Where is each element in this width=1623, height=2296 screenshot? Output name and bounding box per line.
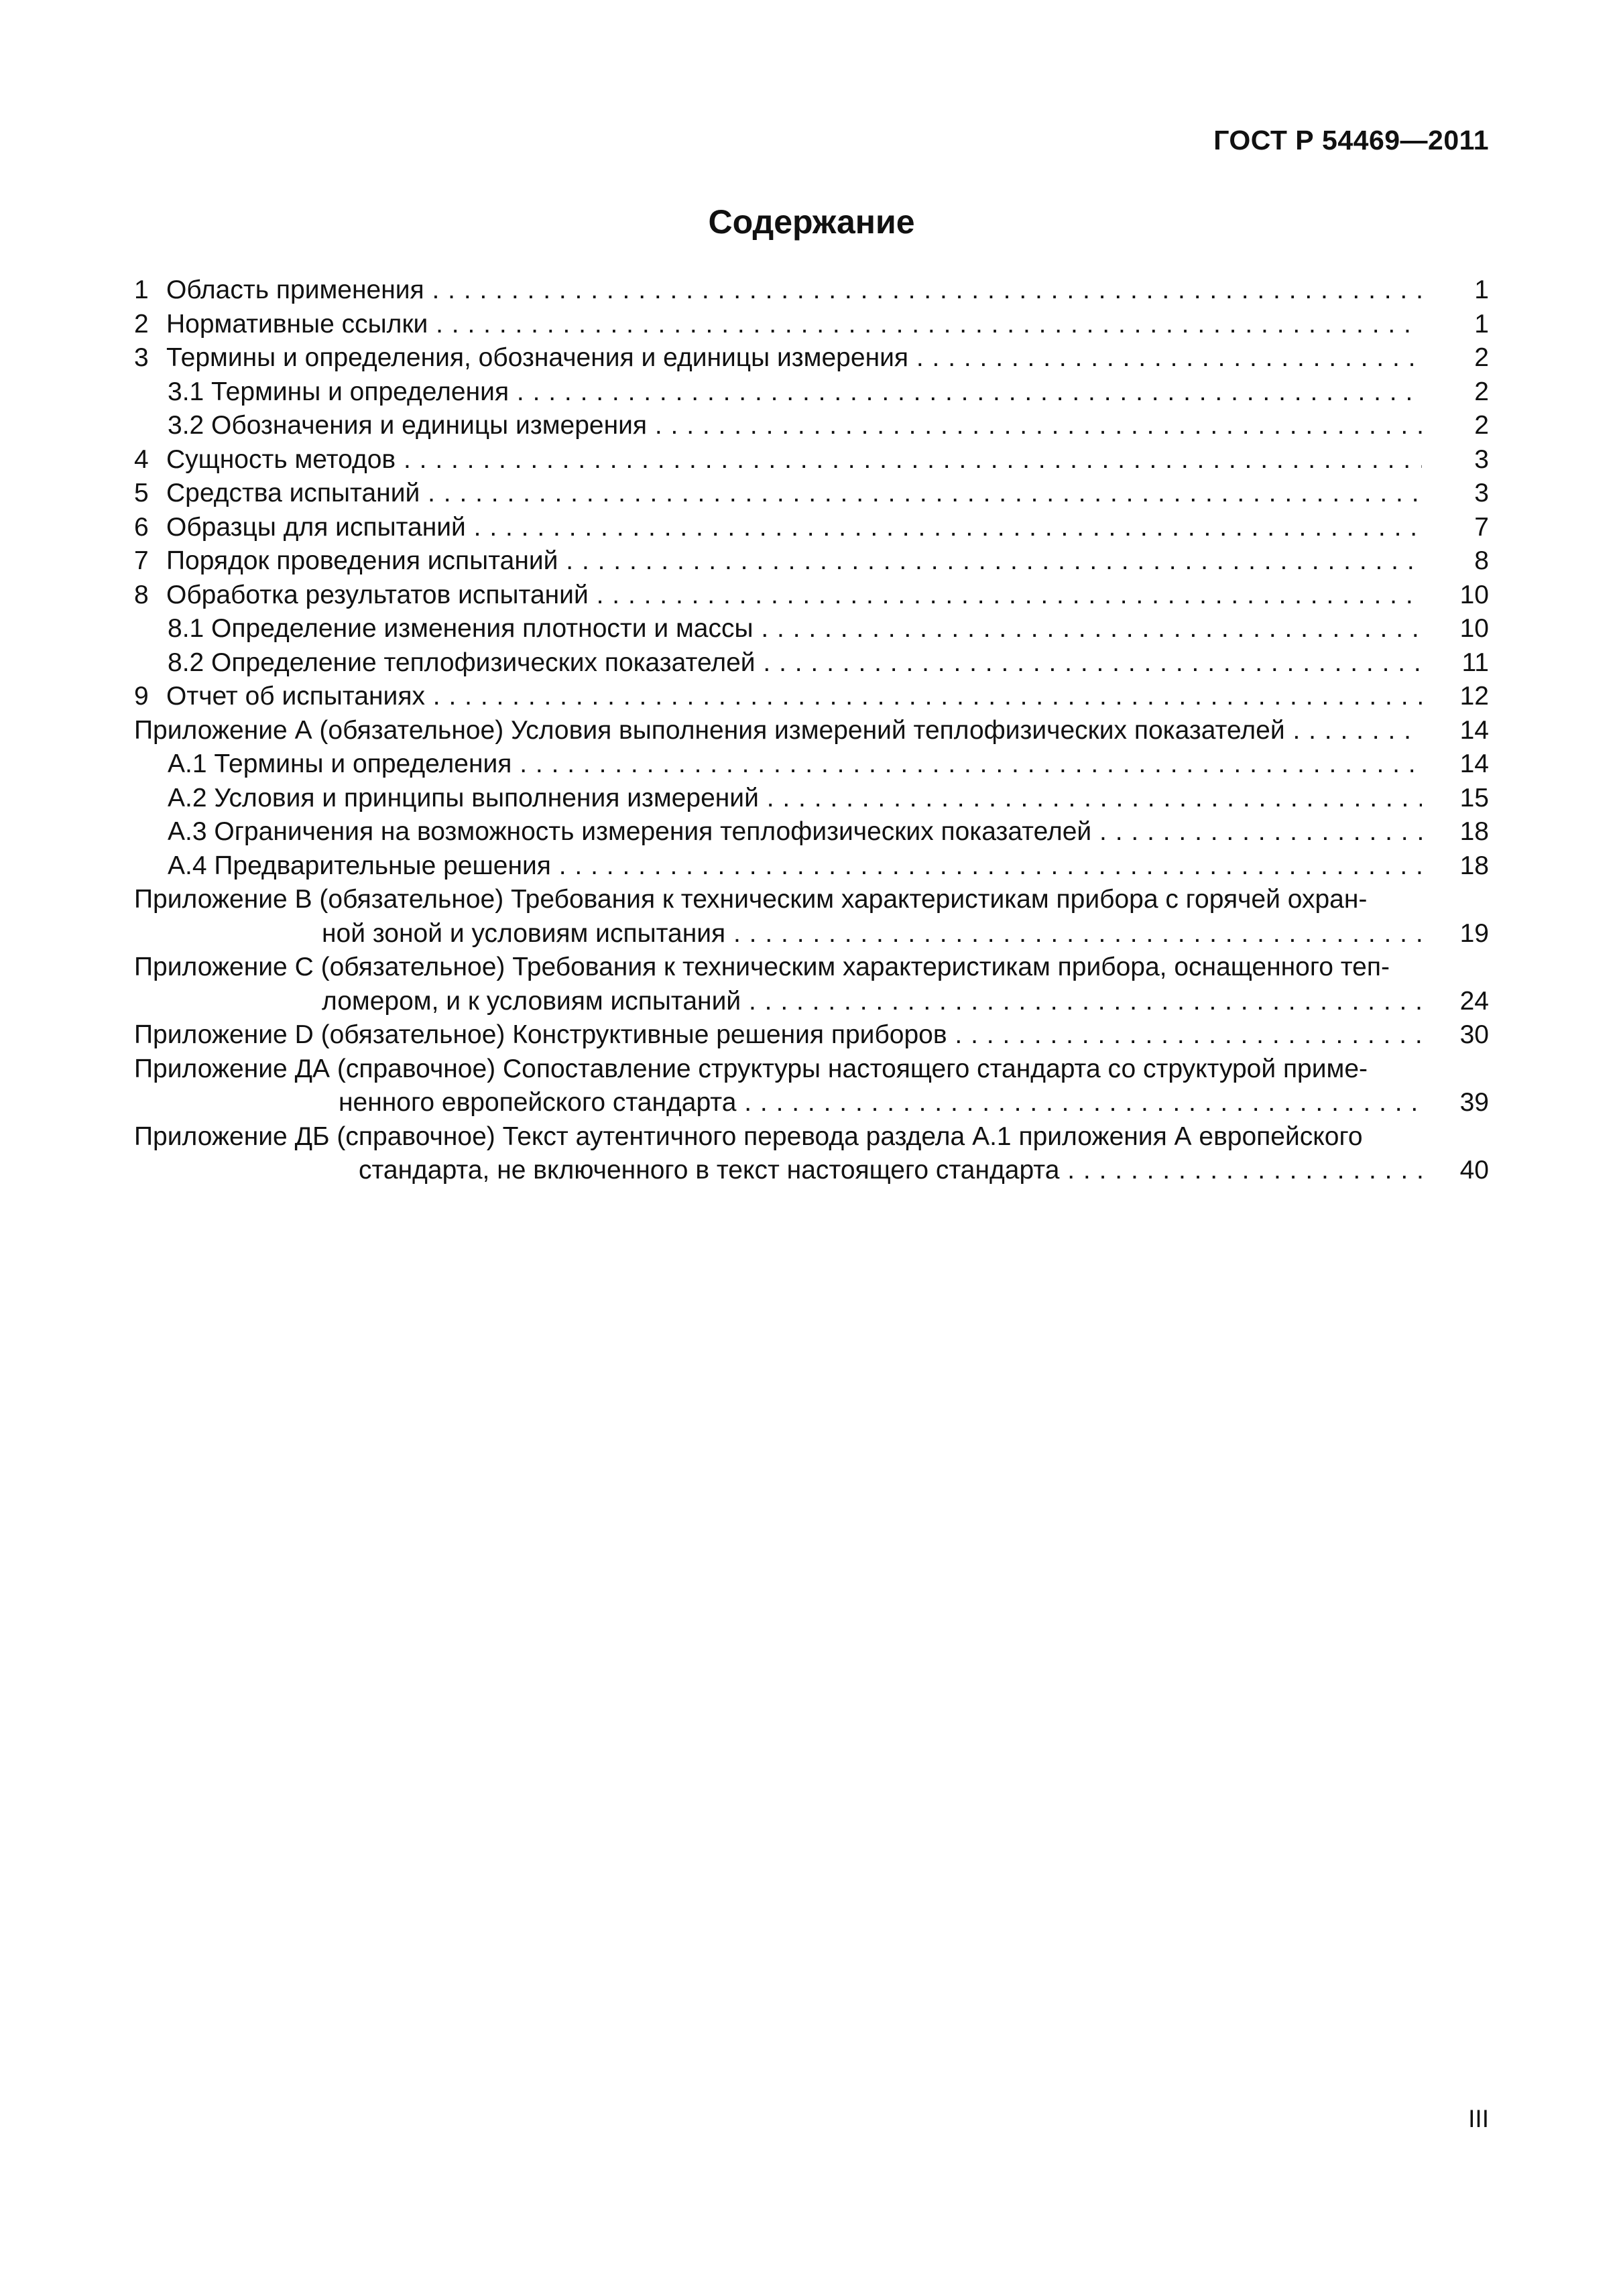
toc-entry-number: 1 [134, 276, 149, 304]
toc-entry-title: Приложение ДБ (справочное) Текст аутентичного перевода раздела А.1 приложения А европейского [134, 1122, 1363, 1151]
document-standard-number: ГОСТ Р 54469—2011 [1213, 125, 1489, 156]
toc-entry-number: 7 [134, 546, 149, 575]
toc-entry-page: 30 [1459, 1020, 1489, 1049]
toc-entry-appendix-a[interactable] [134, 714, 1489, 748]
toc-entry-appendix-da[interactable] [134, 1052, 1489, 1120]
toc-entry-page: 1 [1474, 309, 1489, 339]
toc-entry-appendix-c[interactable] [134, 951, 1489, 1018]
toc-entry-page: 18 [1459, 851, 1489, 880]
toc-entry-page: 12 [1459, 682, 1489, 711]
toc-entry-title: Приложение В (обязательное) Требования к техническим характеристикам прибора с горячей охран- [134, 885, 1368, 914]
toc-entry[interactable] [134, 680, 1489, 714]
toc-entry[interactable] [134, 375, 1489, 410]
toc-entry-page: 40 [1459, 1156, 1489, 1185]
toc-entry[interactable] [134, 815, 1489, 849]
toc-entry[interactable] [134, 341, 1489, 375]
toc-entry-title: Приложение А (обязательное) Условия выполнения измерений теплофизических показателей [134, 715, 1285, 745]
toc-entry-title: 3.1 Термины и определения [168, 377, 509, 406]
toc-entry-page: 2 [1474, 343, 1489, 372]
toc-entry-title: А.3 Ограничения на возможность измерения теплофизических показателей [168, 817, 1092, 846]
toc-entry-number: 5 [134, 479, 149, 507]
toc-entry-page: 15 [1459, 783, 1489, 812]
toc-entry-page: 24 [1459, 986, 1489, 1016]
toc-entry[interactable] [134, 782, 1489, 816]
toc-entry-page: 11 [1461, 648, 1489, 677]
toc-entry-page: 18 [1459, 817, 1489, 846]
toc-entry-title-continued: стандарта, не включенного в текст настоящего стандарта [359, 1156, 1060, 1185]
toc-entry-title: 8.2 Определение теплофизических показателей [168, 648, 756, 677]
toc-entry-title: Приложение D (обязательное) Конструктивные решения приборов [134, 1020, 947, 1049]
toc-entry-page: 7 [1474, 512, 1489, 542]
toc-entry-appendix-d[interactable] [134, 1018, 1489, 1052]
toc-entry-title: 8.1 Определение изменения плотности и массы [168, 614, 754, 643]
toc-entry[interactable] [134, 849, 1489, 884]
toc-entry-title: Обработка результатов испытаний [166, 580, 589, 609]
toc-entry-title-continued: ной зоной и условиям испытания [322, 918, 726, 948]
toc-entry-title: Нормативные ссылки [166, 309, 428, 339]
toc-entry-number: 6 [134, 512, 149, 542]
toc-entry[interactable] [134, 477, 1489, 511]
toc-entry[interactable] [134, 646, 1489, 680]
page-number: III [1468, 2105, 1489, 2132]
toc-entry-title: А.2 Условия и принципы выполнения измерений [168, 783, 759, 812]
table-of-contents [134, 274, 1489, 1188]
toc-entry-number: 9 [134, 682, 149, 711]
page-title: Содержание [708, 203, 915, 241]
toc-entry[interactable] [134, 274, 1489, 308]
toc-entry-page: 3 [1474, 479, 1489, 507]
toc-entry-title: А.1 Термины и определения [168, 749, 512, 778]
toc-entry-page: 1 [1474, 276, 1489, 304]
toc-entry-number: 3 [134, 343, 149, 372]
toc-entry-page: 39 [1459, 1088, 1489, 1117]
toc-entry-title: Образцы для испытаний [166, 512, 466, 542]
toc-entry-title-continued: ненного европейского стандарта [339, 1088, 737, 1117]
toc-entry[interactable] [134, 612, 1489, 646]
toc-entry[interactable] [134, 579, 1489, 613]
toc-entry-title: Область применения [166, 276, 424, 304]
toc-entry-page: 19 [1459, 918, 1489, 948]
toc-entry[interactable] [134, 409, 1489, 443]
toc-entry-appendix-b[interactable] [134, 883, 1489, 951]
toc-entry-page: 8 [1474, 546, 1489, 575]
toc-entry-title: 3.2 Обозначения и единицы измерения [168, 411, 648, 440]
toc-entry-number: 8 [134, 580, 149, 609]
toc-entry-page: 3 [1474, 444, 1489, 474]
toc-entry-appendix-db[interactable] [134, 1120, 1489, 1188]
toc-entry-page: 2 [1474, 411, 1489, 440]
toc-entry-number: 4 [134, 444, 149, 474]
toc-entry-page: 10 [1459, 580, 1489, 609]
toc-entry-title: Сущность методов [166, 444, 396, 474]
toc-entry-title: А.4 Предварительные решения [168, 851, 551, 880]
toc-entry-title: Термины и определения, обозначения и единицы измерения [166, 343, 909, 372]
toc-entry[interactable] [134, 443, 1489, 477]
toc-entry-number: 2 [134, 309, 149, 339]
toc-entry[interactable] [134, 308, 1489, 342]
toc-entry-title: Отчет об испытаниях [166, 682, 425, 711]
toc-entry-title: Средства испытаний [166, 479, 420, 507]
toc-entry-page: 2 [1474, 377, 1489, 406]
toc-entry[interactable] [134, 747, 1489, 782]
toc-entry-title: Приложение ДА (справочное) Сопоставление структуры настоящего стандарта со структурой приме- [134, 1054, 1368, 1083]
toc-entry-page: 14 [1459, 715, 1489, 745]
toc-entry-title: Приложение С (обязательное) Требования к техническим характеристикам прибора, оснащенного теп- [134, 953, 1390, 981]
toc-entry-page: 10 [1459, 614, 1489, 643]
toc-entry[interactable] [134, 511, 1489, 545]
toc-entry-title-continued: ломером, и к условиям испытаний [322, 986, 741, 1016]
toc-entry-title: Порядок проведения испытаний [166, 546, 558, 575]
toc-entry-page: 14 [1459, 749, 1489, 778]
toc-entry[interactable] [134, 544, 1489, 579]
